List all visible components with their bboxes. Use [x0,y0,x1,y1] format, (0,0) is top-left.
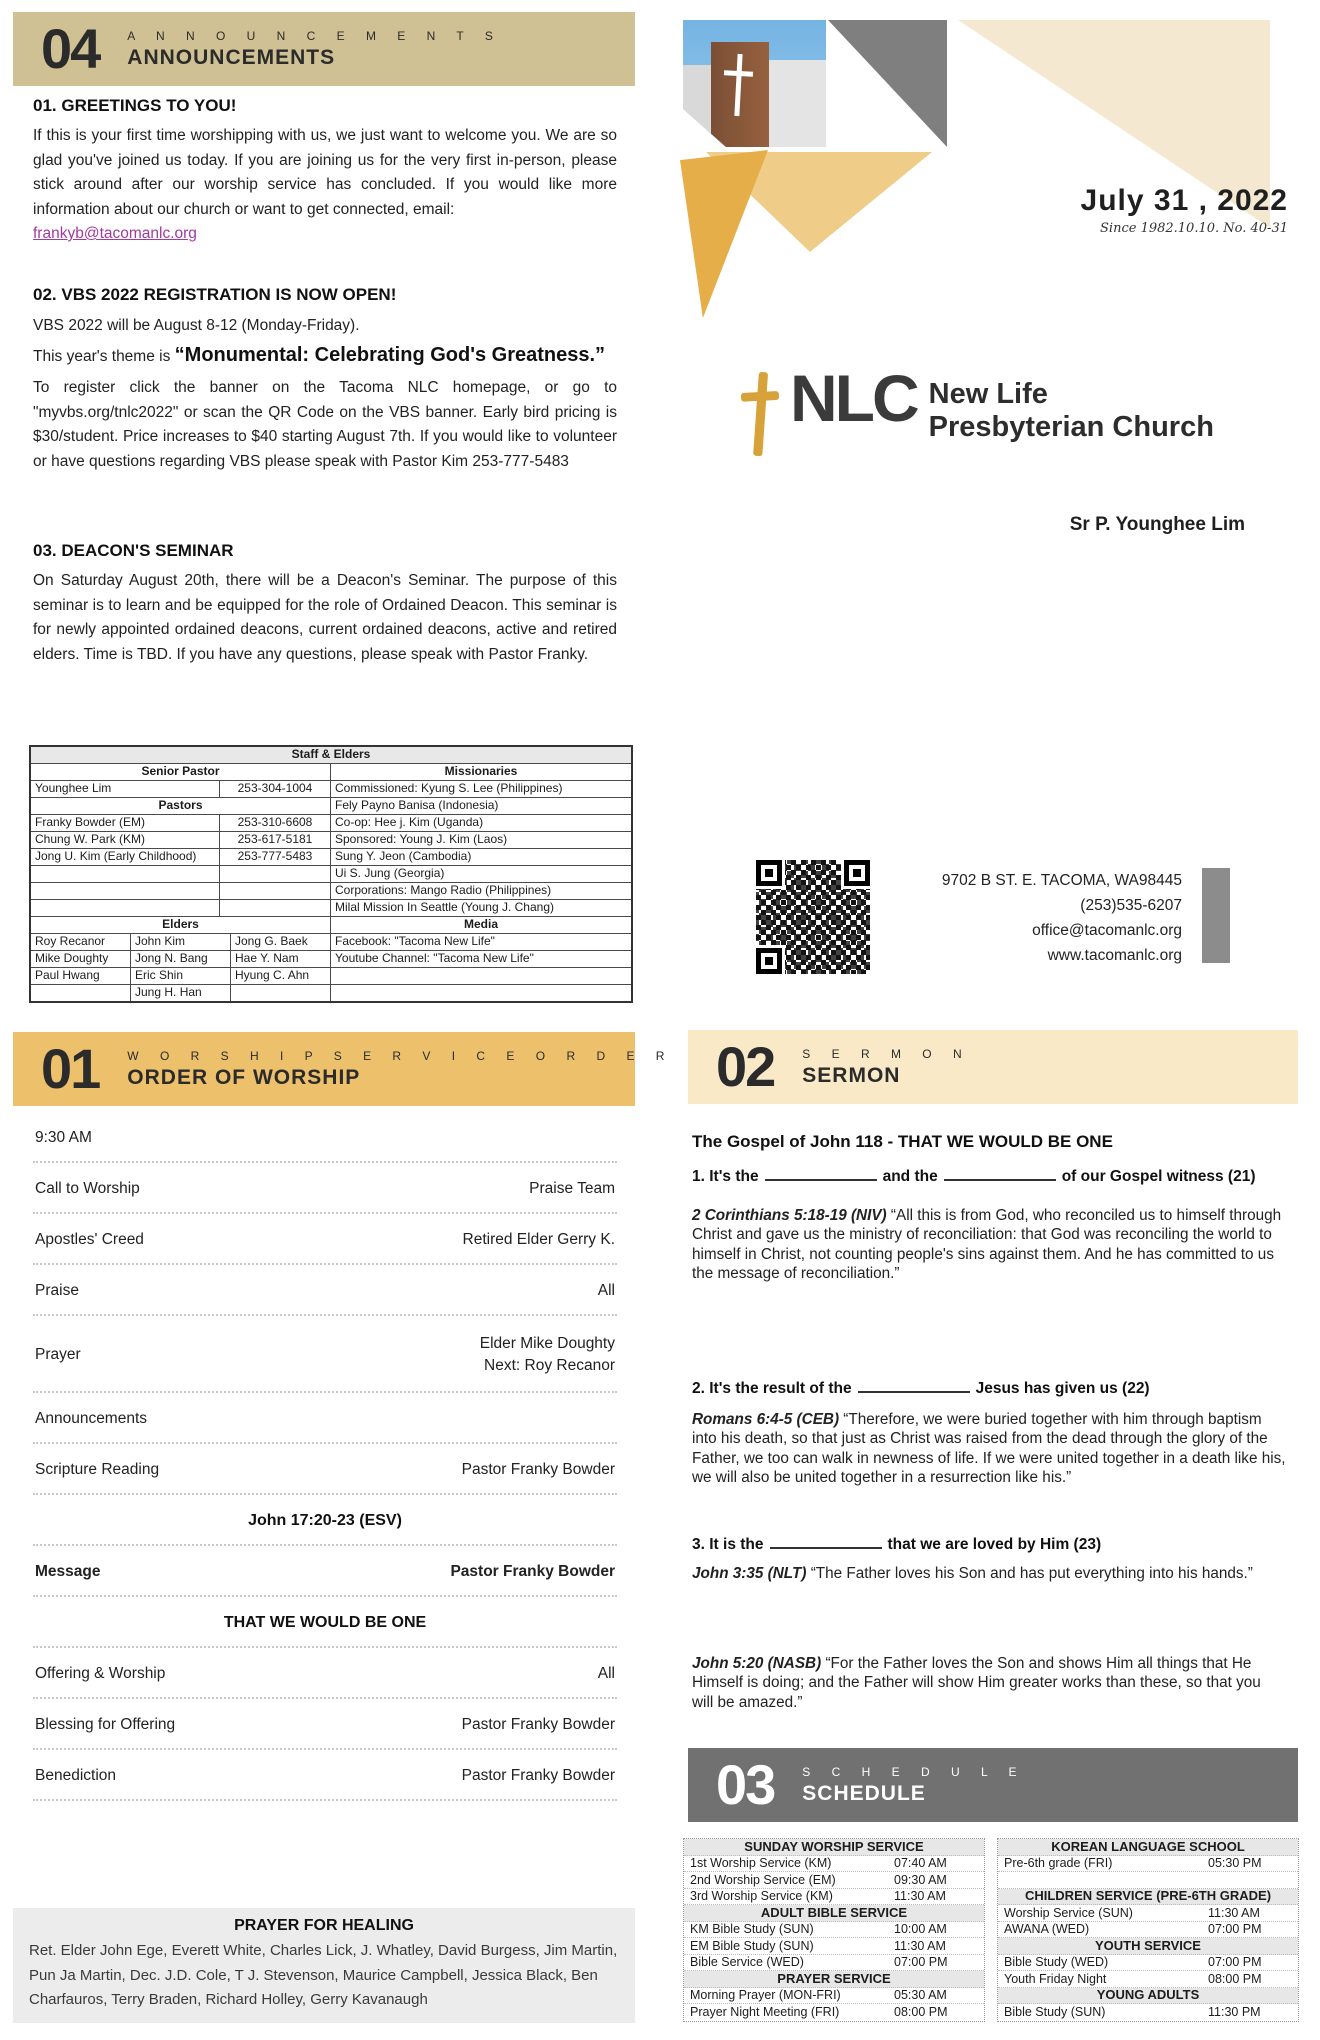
schedule-header-row: SUNDAY WORSHIP SERVICE [684,1839,984,1856]
schedule-header-row: YOUTH SERVICE [998,1938,1298,1955]
decorative-triangle [828,20,947,147]
worship-row: Call to Worship Praise Team [33,1163,617,1214]
prayer-for-healing-box [13,1908,635,2023]
cross-logo-icon [734,368,786,460]
scripture-reference: John 3:35 (NLT) [692,1565,807,1582]
table-cell [231,985,331,1001]
church-email [942,918,1182,943]
scripture-quote: John 5:20 (NASB) “For the Father loves the Son and shows Him all things that He Himself is doing; and the Father will show Him greater works than these, so that you will be amazed.” [692,1655,1261,1711]
scripture-quote: 2 Corinthians 5:18-19 (NIV) “All this is from God, who reconciled us to himself through Christ and gave us the ministry of reconciliation: that God was reconciling the world to himself in Christ, not counting people's sins against them. And he has committed to us the message of reconciliation.” [692,1207,1282,1282]
table-cell: Paul Hwang [31,968,131,984]
sermon-section-bar [688,1030,1298,1104]
announcement-deacons-seminar [33,541,617,667]
schedule-row: AWANA (WED) 07:00 PM [998,1922,1298,1939]
schedule-table [683,1838,1299,2022]
fill-in-blank [858,1378,970,1393]
table-cell: Hyung C. Ahn [231,968,331,984]
schedule-header-row: ADULT BIBLE SERVICE [684,1905,984,1922]
left-column [13,0,674,2040]
table-cell [31,866,220,882]
church-photo [683,20,826,147]
section-title: SERMON [802,1063,901,1087]
table-cell [31,883,220,899]
church-website-link[interactable]: www.tacomanlc.org [1047,947,1182,964]
sermon-title: The Gospel of John 118 - THAT WE WOULD BE ONE [692,1132,1113,1151]
schedule-row: Youth Friday Night 08:00 PM [998,1971,1298,1988]
table-row [31,849,631,866]
announcement-heading: 02. VBS 2022 REGISTRATION IS NOW OPEN! [33,285,397,304]
table-cell: Milal Mission In Seattle (Young J. Chang) [335,900,554,914]
section-number: 04 [41,17,100,80]
scripture-quote: John 3:35 (NLT) “The Father loves his Son and has put everything into his hands.” [692,1565,1253,1582]
schedule-header-row: KOREAN LANGUAGE SCHOOL [998,1839,1298,1856]
schedule-row: 3rd Worship Service (KM) 11:30 AM [684,1889,984,1906]
announcement-heading: 03. DEACON'S SEMINAR [33,541,234,560]
section-titles [127,1049,673,1090]
schedule-row: 2nd Worship Service (EM) 09:30 AM [684,1872,984,1889]
table-row [31,883,631,900]
table-cell: Younghee Lim [31,781,220,797]
masthead-art [670,0,1300,335]
table-row [31,985,631,1001]
scripture-reference: Romans 6:4-5 (CEB) [692,1411,840,1428]
announcement-body: If this is your first time worshipping with us, we just want to welcome you. We are so glad you've joined us today. If you are joining us for the very first in-person, please stick around after our worship service has concluded. If you would like more information about our church or want to get connected, email: [33,127,617,218]
church-photo-siding [683,65,713,147]
worship-row: Announcements [33,1393,617,1444]
table-cell: Chung W. Park (KM) [31,832,220,848]
vbs-theme-prefix: This year's theme is [33,348,171,365]
accent-bar [1202,868,1230,963]
table-cell: John Kim [131,934,231,950]
table-row [31,764,631,781]
table-row [31,747,631,764]
table-row [31,798,631,815]
schedule-row: Worship Service (SUN) 11:30 AM [998,1905,1298,1922]
table-cell: Missionaries [444,764,518,778]
healing-title: PRAYER FOR HEALING [234,1917,414,1934]
table-cell: Eric Shin [131,968,231,984]
announcement-vbs [33,285,617,474]
schedule-row: Bible Study (WED) 07:00 PM [998,1955,1298,1972]
table-cell: Sung Y. Jeon (Cambodia) [335,849,472,863]
table-cell: Fely Payno Banisa (Indonesia) [335,798,499,812]
section-spaced-title: S C H E D U L E [802,1764,1026,1779]
schedule-right-table [997,1838,1299,2022]
table-cell: Jung H. Han [131,985,231,1001]
table-cell: Hae Y. Nam [231,951,331,967]
announcement-greetings [33,96,617,247]
church-address: 9702 B ST. E. TACOMA, WA98445 [941,872,1182,889]
schedule-header-row: PRAYER SERVICE [684,1971,984,1988]
table-title-cell: Staff & Elders [291,747,371,761]
schedule-row: Bible Service (WED) 07:00 PM [684,1955,984,1972]
church-phone: (253)535-6207 [1080,897,1182,914]
logo-acronym: NLC [790,361,917,435]
schedule-section-bar [688,1748,1298,1822]
table-row [31,917,631,934]
table-cell: Jong G. Baek [231,934,331,950]
vbs-theme: “Monumental: Celebrating God's Greatness.” [174,344,606,366]
table-cell: 253-777-5483 [220,849,331,865]
table-row [31,815,631,832]
church-photo-siding [767,60,826,147]
order-of-worship-list [33,1112,617,1801]
table-cell [331,968,631,984]
section-spaced-title: A N N O U N C E M E N T S [127,28,502,43]
vbs-dates: VBS 2022 will be August 8-12 (Monday-Friday). [33,317,360,334]
schedule-row: Prayer Night Meeting (FRI) 08:00 PM [690,2005,948,2020]
table-cell: Commissioned: Kyung S. Lee (Philippines) [335,781,563,795]
worship-row: Praise All [33,1265,617,1316]
worship-row-message: Message Pastor Franky Bowder [33,1546,617,1597]
schedule-row: EM Bible Study (SUN) 11:30 AM [684,1938,984,1955]
vbs-theme-line [33,340,617,372]
table-row [31,951,631,968]
table-cell: Media [463,917,498,931]
fill-in-blank [944,1166,1056,1181]
sermon-point-1: 1. It's the and the of our Gospel witness (21) [692,1168,1256,1185]
section-titles [127,29,502,70]
schedule-header-row: YOUNG ADULTS [998,1988,1298,2005]
table-cell [220,883,331,899]
section-number: 01 [41,1037,100,1100]
schedule-row: KM Bible Study (SUN) 10:00 AM [684,1922,984,1939]
senior-pastor-name: Sr P. Younghee Lim [1069,514,1245,535]
fill-in-blank [770,1534,882,1549]
section-titles [802,1765,1025,1806]
worship-row: Benediction Pastor Franky Bowder [33,1750,617,1801]
section-number: 02 [716,1035,775,1098]
table-cell: 253-310-6608 [220,815,331,831]
announcement-body: To register click the banner on the Tacoma NLC homepage, or go to "myvbs.org/tnlc2022" or scan the QR Code on the VBS banner. Early bird pricing is $30/student. Price increases to $40 starting August 7th. If you would like to volunteer or have questions regarding VBS please speak with Pastor Kim 253-777-5483 [33,379,617,470]
qr-finder [756,948,782,974]
worship-section-bar [13,1032,674,1106]
table-cell [31,985,131,1001]
church-name [929,378,1214,444]
table-cell: Co-op: Hee j. Kim (Uganda) [335,815,484,829]
table-cell: Sponsored: Young J. Kim (Laos) [335,832,508,846]
qr-finder [844,860,870,886]
schedule-row: 1st Worship Service (KM) 07:40 AM [684,1856,984,1873]
church-name-line1: New Life [928,378,1048,410]
schedule-left-table [683,1838,985,2022]
table-cell: Jong U. Kim (Early Childhood) [31,849,220,865]
table-cell: Facebook: "Tacoma New Life" [335,934,495,948]
contact-block [942,868,1182,968]
table-row [31,900,631,917]
church-email-link[interactable]: office@tacomanlc.org [1032,922,1182,939]
decorative-triangle [680,150,768,318]
worship-row: Blessing for Offering Pastor Franky Bowder [33,1699,617,1750]
table-cell [31,900,220,916]
worship-row-scripture: John 17:20-23 (ESV) [33,1495,617,1546]
church-name-line2: Presbyterian Church [928,411,1214,443]
issue-number: Since 1982.10.10. No. 40-31 [1100,221,1288,236]
schedule-row: Morning Prayer (MON-FRI) 05:30 AM [684,1988,984,2005]
table-cell: 253-304-1004 [220,781,331,797]
scripture-quote: Romans 6:4-5 (CEB) “Therefore, we were buried together with him through baptism into his death, so that just as Christ was raised from the dead through the glory of the Father, we too can walk in newness of life. If we were united together in a death like his, we will also be united together in a resurrection like his.” [692,1411,1286,1486]
qr-finder [756,860,782,886]
table-cell: Elders [31,917,331,933]
table-cell: Franky Bowder (EM) [31,815,220,831]
church-website [942,943,1182,968]
issue-date: July 31 , 2022 [1080,184,1288,217]
section-title: SCHEDULE [802,1781,926,1805]
table-cell: Pastors [31,798,331,814]
announcements-section-bar [13,12,635,86]
table-cell: Senior Pastor [31,764,331,780]
table-cell: Roy Recanor [31,934,131,950]
table-row [31,866,631,883]
sermon-point-2: 2. It's the result of the Jesus has given us (22) [692,1380,1150,1397]
issue-date-block [1081,184,1288,236]
worship-row: Prayer Elder Mike Doughty Next: Roy Recanor [33,1316,617,1393]
table-cell: Ui S. Jung (Georgia) [335,866,445,880]
table-cell [220,900,331,916]
table-cell: Corporations: Mango Radio (Philippines) [335,883,552,897]
worship-row: Offering & Worship All [33,1648,617,1699]
table-cell [220,866,331,882]
schedule-header-row: CHILDREN SERVICE (PRE-6TH GRADE) [998,1889,1298,1906]
healing-names: Ret. Elder John Ege, Everett White, Charles Lick, J. Whatley, David Burgess, Jim Martin, Pun Ja Martin, Dec. J.D. Cole, T J. Stevenson, Maurice Campbell, Jessica Black, Ben Charfauros, Terry Braden, Richard Holley, Gerry Kavanaugh [29,1942,618,2008]
announcement-heading: 01. GREETINGS TO YOU! [33,96,237,115]
right-column [688,0,1298,2040]
section-spaced-title: S E R M O N [802,1046,971,1061]
staff-elders-table [29,745,633,1003]
table-row [31,934,631,951]
schedule-row: Bible Study (SUN) 11:30 PM [1004,2005,1261,2020]
church-logo [734,361,1214,460]
qr-code [752,856,874,978]
contact-email-link[interactable]: frankyb@tacomanlc.org [33,225,197,242]
sermon-point-3: 3. It is the that we are loved by Him (23) [692,1536,1102,1553]
worship-row-sermon-title: THAT WE WOULD BE ONE [33,1597,617,1648]
schedule-row-empty [998,1872,1298,1889]
fill-in-blank [765,1166,877,1181]
table-cell: Youtube Channel: "Tacoma New Life" [335,951,534,965]
worship-row: Scripture Reading Pastor Franky Bowder [33,1444,617,1495]
worship-row-time: 9:30 AM [33,1112,617,1163]
table-row [31,968,631,985]
table-cell: 253-617-5181 [220,832,331,848]
section-title: ANNOUNCEMENTS [127,45,336,69]
table-row [31,832,631,849]
worship-row: Apostles' Creed Retired Elder Gerry K. [33,1214,617,1265]
scripture-reference: John 5:20 (NASB) [692,1655,822,1672]
table-cell: Jong N. Bang [131,951,231,967]
announcement-body: On Saturday August 20th, there will be a Deacon's Seminar. The purpose of this seminar is to learn and be equipped for the role of Ordained Deacon. This seminar is for newly appointed ordained deacons, current ordained deacons, active and retired elders. Time is TBD. If you have any questions, please speak with Pastor Franky. [33,572,617,663]
schedule-row: Pre-6th grade (FRI) 05:30 PM [998,1856,1298,1873]
table-row [31,781,631,798]
table-cell: Mike Doughty [31,951,131,967]
section-titles [802,1047,970,1088]
scripture-reference: 2 Corinthians 5:18-19 (NIV) [692,1207,887,1224]
section-number: 03 [716,1753,775,1816]
section-title: ORDER OF WORSHIP [127,1065,361,1089]
section-spaced-title: W O R S H I P S E R V I C E O R D E R [127,1048,674,1063]
table-cell [331,985,631,1001]
